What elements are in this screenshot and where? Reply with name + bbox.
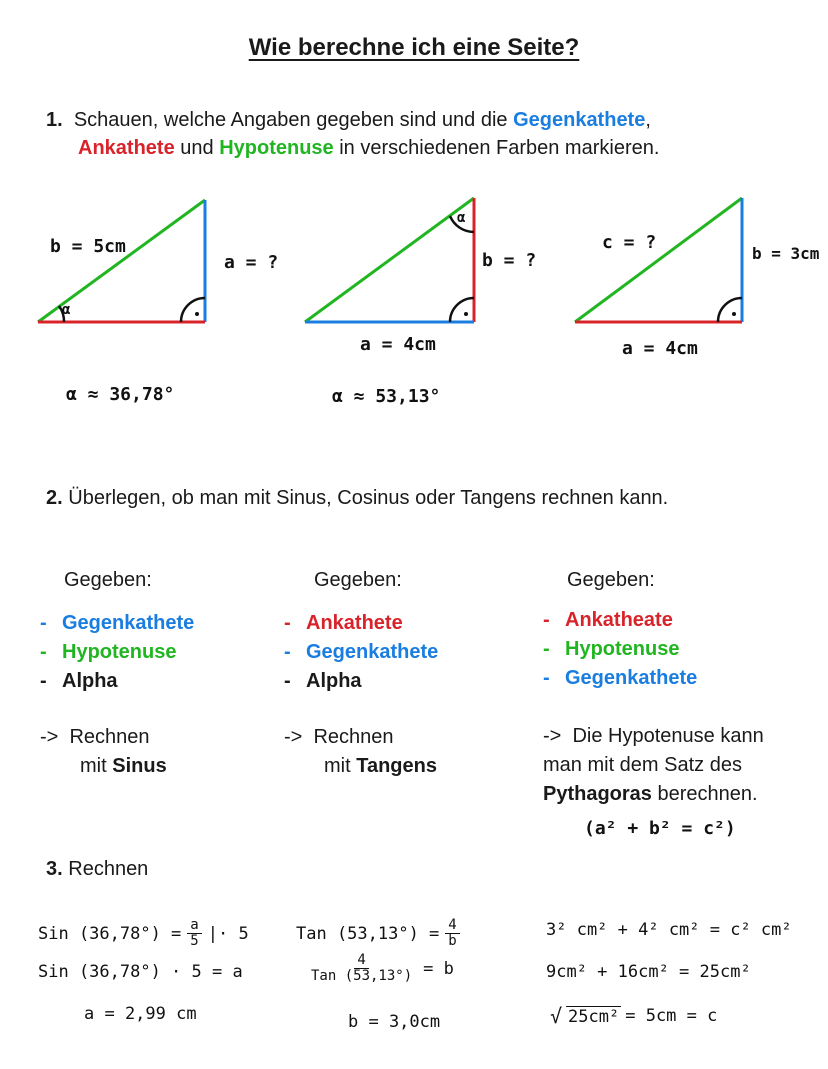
- triangle-2-hypotenuse: [305, 198, 474, 322]
- list-item: - Hypotenuse: [40, 641, 177, 663]
- step-1-number: 1.: [46, 109, 63, 131]
- tan-fraction-2: $\frac{4}{\text{Tan (53,13°)}}$: [311, 952, 413, 984]
- step-2-text: Überlegen, ob man mit Sinus, Cosinus oder Tangens rechnen kann.: [68, 487, 669, 509]
- triangle-2-label-bottom: a = 4cm: [360, 334, 436, 355]
- triangle-1-angle-label: α: [62, 302, 71, 318]
- list-item: - Gegenkathete: [543, 667, 698, 689]
- sin-fraction: $\frac{a}{5}$: [187, 918, 201, 949]
- step-1-text-b: in verschiedenen Farben markieren.: [339, 137, 660, 159]
- col-3-heading: Gegeben:: [567, 569, 655, 591]
- calc-tan-result: b = 3,0cm: [348, 1012, 441, 1032]
- triangle-3-hypotenuse: [575, 198, 742, 322]
- triangle-3-label-bottom: a = 4cm: [622, 338, 698, 359]
- triangle-2-label-right: b = ?: [482, 250, 537, 271]
- step-3: [46, 855, 148, 883]
- triangle-2-right-angle-dot: [464, 312, 468, 316]
- calc-tan-line-1: Tan (53,13°) = $\frac{4}{b}$: [296, 918, 460, 949]
- col-2-heading: Gegeben:: [314, 569, 402, 591]
- triangles-figure: [0, 0, 828, 420]
- triangle-1-label-right: a = ?: [224, 252, 279, 273]
- calc-sin-line-1: Sin (36,78°) = $\frac{a}{5}$ |· 5: [38, 917, 249, 949]
- triangle-2-angle-label: α: [457, 210, 466, 226]
- tan-fraction-1: $\frac{4}{b}$: [445, 918, 459, 949]
- col-1-list: [40, 609, 194, 696]
- triangle-1-right-angle-mark: [181, 298, 205, 322]
- list-item: - Ankatheate: [543, 609, 673, 631]
- triangle-1-right-angle-dot: [195, 312, 199, 316]
- step-1-und: und: [180, 137, 214, 159]
- list-item: - Gegenkathete: [40, 612, 195, 634]
- col-2-conclusion: -> Rechnen mit Tangens: [284, 726, 437, 777]
- page-title: Wie berechne ich eine Seite?: [248, 34, 580, 61]
- calc-pyth-line-1: 3² cm² + 4² cm² = c² cm²: [546, 920, 792, 940]
- col-3-conclusion: -> Die Hypotenuse kann man mit dem Satz des Pythagoras berechnen.: [543, 725, 764, 805]
- list-item: - Alpha: [40, 670, 118, 692]
- list-item: - Gegenkathete: [284, 641, 439, 663]
- step-1-comma: ,: [645, 109, 651, 131]
- list-item: - Hypotenuse: [543, 638, 680, 660]
- triangle-3: [575, 198, 742, 322]
- triangle-3-right-angle-dot: [732, 312, 736, 316]
- triangle-1-result: α ≈ 36,78°: [66, 384, 175, 405]
- term-hypotenuse: Hypotenuse: [219, 137, 334, 159]
- triangle-3-right-angle-mark: [718, 298, 742, 322]
- calc-tan-line-2: $\frac{4}{\text{Tan (53,13°)}}$ = b: [308, 953, 454, 984]
- col-3-list: [543, 606, 697, 693]
- step-3-text: Rechnen: [68, 858, 149, 880]
- list-item: - Ankathete: [284, 612, 403, 634]
- term-ankathete: Ankathete: [78, 137, 175, 159]
- step-1-text-a: Schauen, welche Angaben gegeben sind und die: [73, 109, 508, 131]
- triangle-1-label-hyp: b = 5cm: [50, 236, 126, 257]
- step-3-number: 3.: [46, 858, 63, 880]
- col-1-heading: Gegeben:: [64, 569, 152, 591]
- triangle-2-right-angle-mark: [450, 298, 474, 322]
- triangle-3-label-right: b = 3cm: [752, 244, 820, 263]
- triangle-3-label-hyp: c = ?: [602, 232, 657, 253]
- col-2-list: [284, 609, 438, 696]
- pythagoras-formula: (a² + b² = c²): [584, 818, 736, 839]
- list-item: - Alpha: [284, 670, 362, 692]
- calc-sin-line-2: Sin (36,78°) · 5 = a: [38, 962, 243, 982]
- term-gegenkathete: Gegenkathete: [513, 109, 646, 131]
- sqrt-icon: √: [550, 1004, 563, 1028]
- calc-pyth-line-2: 9cm² + 16cm² = 25cm²: [546, 962, 751, 982]
- triangle-2-result: α ≈ 53,13°: [332, 386, 441, 407]
- step-2-number: 2.: [46, 487, 63, 509]
- triangle-2: [305, 198, 474, 322]
- col-1-conclusion: -> Rechnen mit Sinus: [40, 726, 167, 777]
- step-2: [46, 484, 816, 512]
- calc-sin-result: a = 2,99 cm: [84, 1004, 197, 1024]
- calc-pyth-line-3: √ 25cm² = 5cm = c: [550, 1004, 718, 1028]
